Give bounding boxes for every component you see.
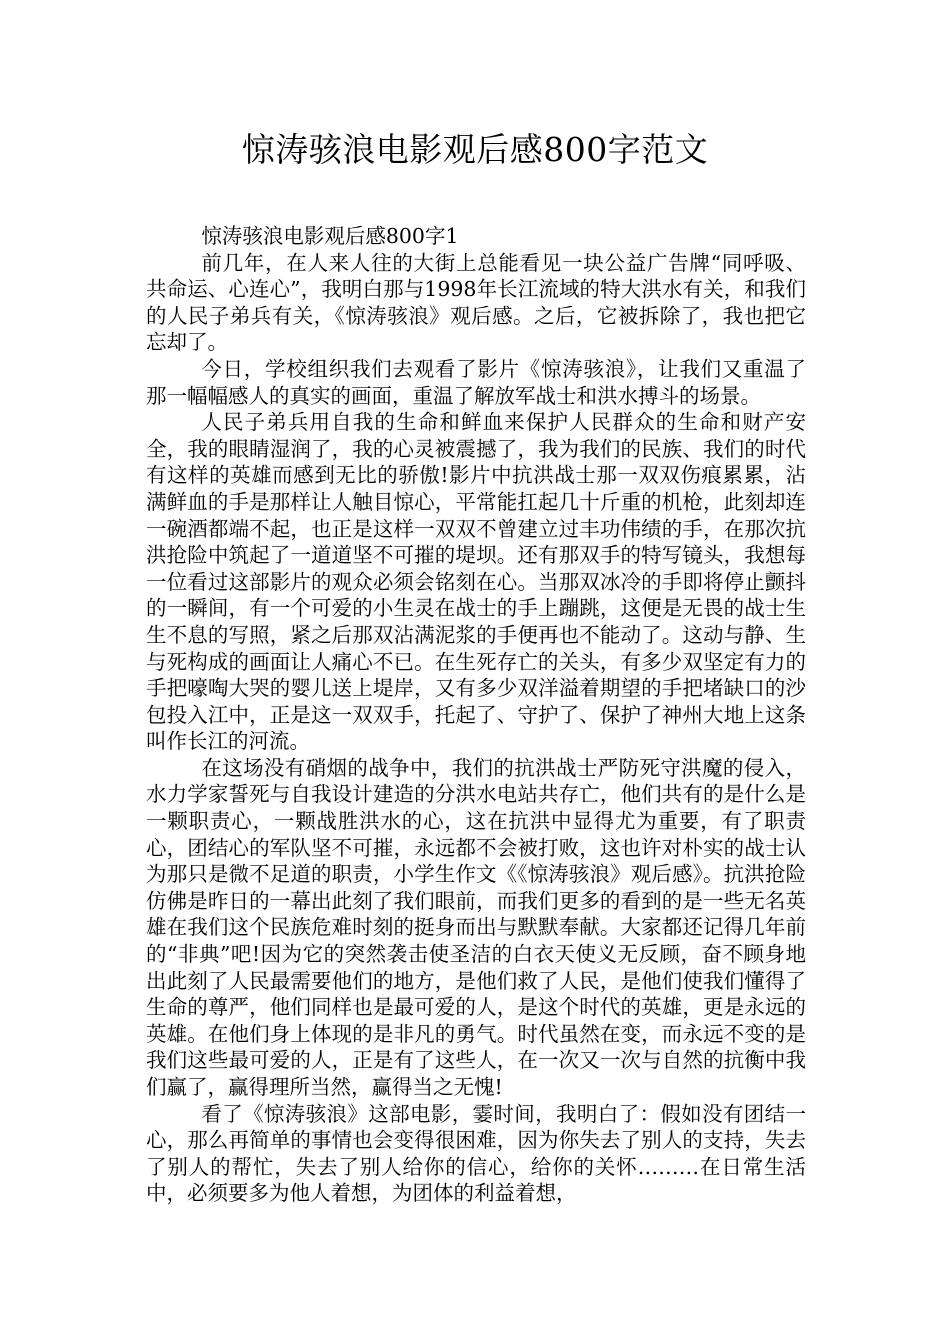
paragraph: 在这场没有硝烟的战争中，我们的抗洪战士严防死守洪魔的侵入，水力学家誓死与自我设计建造的分洪水电站共存亡，他们共有的是什么是一颗职责心，一颗战胜洪水的心，这在抗洪中显得尤为重要，有了职责心，团结心的军队坚不可摧，永远都不会被打败，这也许对朴实的战士认为那只是微不足道的职责，小学生作文《《惊涛骇浪》观后感》。抗洪抢险仿佛是昨日的一幕出此刻了我们眼前，而我们更多的看到的是一些无名英雄在我们这个民族危难时刻的挺身而出与默默奉献。大家都还记得几年前的“非典”吧!因为它的突然袭击使圣洁的白衣天使义无反顾，奋不顾身地出此刻了人民最需要他们的地方，是他们救了人民，是他们使我们懂得了生命的尊严，他们同样也是最可爱的人，是这个时代的英雄，更是永远的英雄。在他们身上体现的是非凡的勇气。时代虽然在变，而永远不变的是我们这些最可爱的人，正是有了这些人，在一次又一次与自然的抗衡中我们赢了，赢得理所当然，赢得当之无愧! (146, 755, 806, 1099)
paragraph: 今日，学校组织我们去观看了影片《惊涛骇浪》，让我们又重温了那一幅幅感人的真实的画面，重温了解放军战士和洪水搏斗的场景。 (146, 356, 806, 408)
paragraph: 看了《惊涛骇浪》这部电影，霎时间，我明白了：假如没有团结一心，那么再简单的事情也会变得很困难，因为你失去了别人的支持，失去了别人的帮忙，失去了别人给你的信心，给你的关怀………在日常生活中，必须要多为他人着想，为团体的利益着想， (146, 1101, 806, 1206)
document-body (146, 223, 806, 1207)
document-title: 惊涛骇浪电影观后感800字范文 (241, 130, 709, 169)
paragraph: 人民子弟兵用自我的生命和鲜血来保护人民群众的生命和财产安全，我的眼睛湿润了，我的心灵被震撼了，我为我们的民族、我们的时代有这样的英雄而感到无比的骄傲!影片中抗洪战士那一双双伤痕累累，沾满鲜血的手是那样让人触目惊心，平常能扛起几十斤重的机枪，此刻却连一碗酒都端不起，也正是这样一双双不曾建立过丰功伟绩的手，在那次抗洪抢险中筑起了一道道坚不可摧的堤坝。还有那双手的特写镜头，我想每一位看过这部影片的观众必须会铭刻在心。当那双冰冷的手即将停止颤抖的一瞬间，有一个可爱的小生灵在战士的手上蹦跳，这便是无畏的战士生生不息的写照，紧之后那双沾满泥浆的手便再也不能动了。这动与静、生与死构成的画面让人痛心不已。在生死存亡的关头，有多少双坚定有力的手把嚎啕大哭的婴儿送上堤岸，又有多少双洋溢着期望的手把堵缺口的沙包投入江中，正是这一双双手，托起了、守护了、保护了神州大地上这条叫作长江的河流。 (146, 410, 806, 754)
section-heading: 惊涛骇浪电影观后感800字1 (201, 224, 459, 248)
paragraph: 前几年，在人来人往的大街上总能看见一块公益广告牌“同呼吸、共命运、心连心”，我明白那与1998年长江流域的特大洪水有关，和我们的人民子弟兵有关，《惊涛骇浪》观后感。之后，它被拆除了，我也把它忘却了。 (146, 250, 806, 355)
